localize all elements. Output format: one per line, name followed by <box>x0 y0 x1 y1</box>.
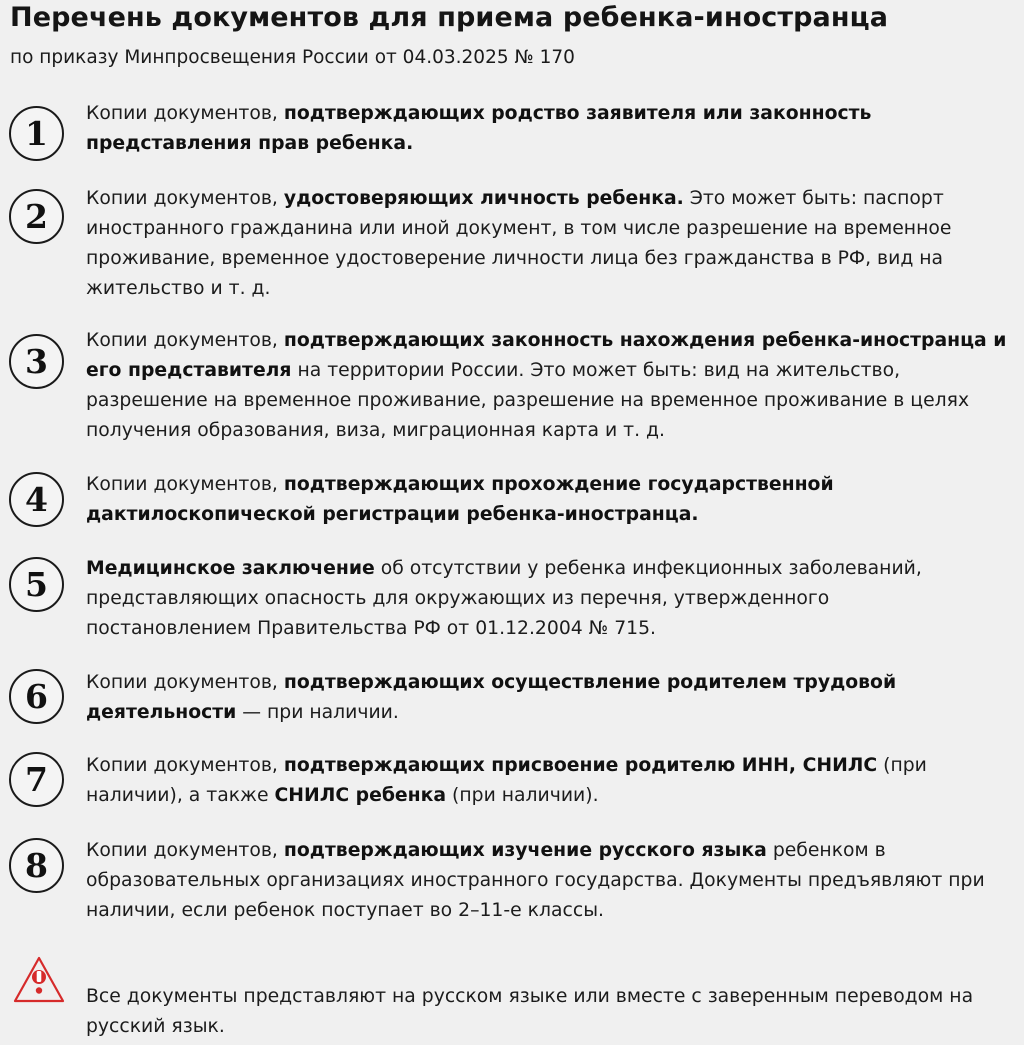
page-subtitle: по приказу Минпросвещения России от 04.03.2025 № 170 <box>10 47 575 68</box>
warning-triangle-icon <box>12 955 66 1005</box>
number-badge-7: 7 <box>9 752 64 807</box>
item-text-6: Копии документов, подтверждающих осуществление родителем трудовой деятельности — при наличии. <box>86 672 897 723</box>
number-badge-2: 2 <box>9 189 64 244</box>
page-title: Перечень документов для приема ребенка-иностранца <box>10 2 889 33</box>
number-badge-3: 3 <box>9 334 64 389</box>
number-badge-5: 5 <box>9 557 64 612</box>
number-badge-1: 1 <box>9 106 64 161</box>
number-badge-8: 8 <box>9 838 64 893</box>
number-badge-6: 6 <box>9 669 64 724</box>
item-text-5: Медицинское заключение об отсутствии у ребенка инфекционных заболеваний, представляющих опасность для окружающих из перечня, утвержденного постановлением Правительства РФ от 01.12.2004 № 715. <box>86 558 922 639</box>
note-text: Все документы представляют на русском языке или вместе с заверенным переводом на русский язык. <box>86 986 974 1037</box>
item-text-7: Копии документов, подтверждающих присвоение родителю ИНН, СНИЛС (при наличии), а также СНИЛС ребенка (при наличии). <box>86 755 927 806</box>
item-text-3: Копии документов, подтверждающих законность нахождения ребенка-иностранца и его представителя на территории России. Это может быть: вид на жительство, разрешение на временное проживание, разрешение на временное проживание в целях получения образования, виза, миграционная карта и т. д. <box>86 330 1007 441</box>
item-text-4: Копии документов, подтверждающих прохождение государственной дактилоскопической регистрации ребенка-иностранца. <box>86 474 834 525</box>
item-text-1: Копии документов, подтверждающих родство заявителя или законность представления прав ребенка. <box>86 103 872 154</box>
number-badge-4: 4 <box>9 472 64 527</box>
item-text-8: Копии документов, подтверждающих изучение русского языка ребенком в образовательных организациях иностранного государства. Документы предъявляют при наличии, если ребенок поступает во 2–11-е классы. <box>86 840 985 921</box>
item-text-2: Копии документов, удостоверяющих личность ребенка. Это может быть: паспорт иностранного гражданина или иной документ, в том числе разрешение на временное проживание, временное удостоверение личности лица без гражданства в РФ, вид на жительство и т. д. <box>86 188 952 299</box>
